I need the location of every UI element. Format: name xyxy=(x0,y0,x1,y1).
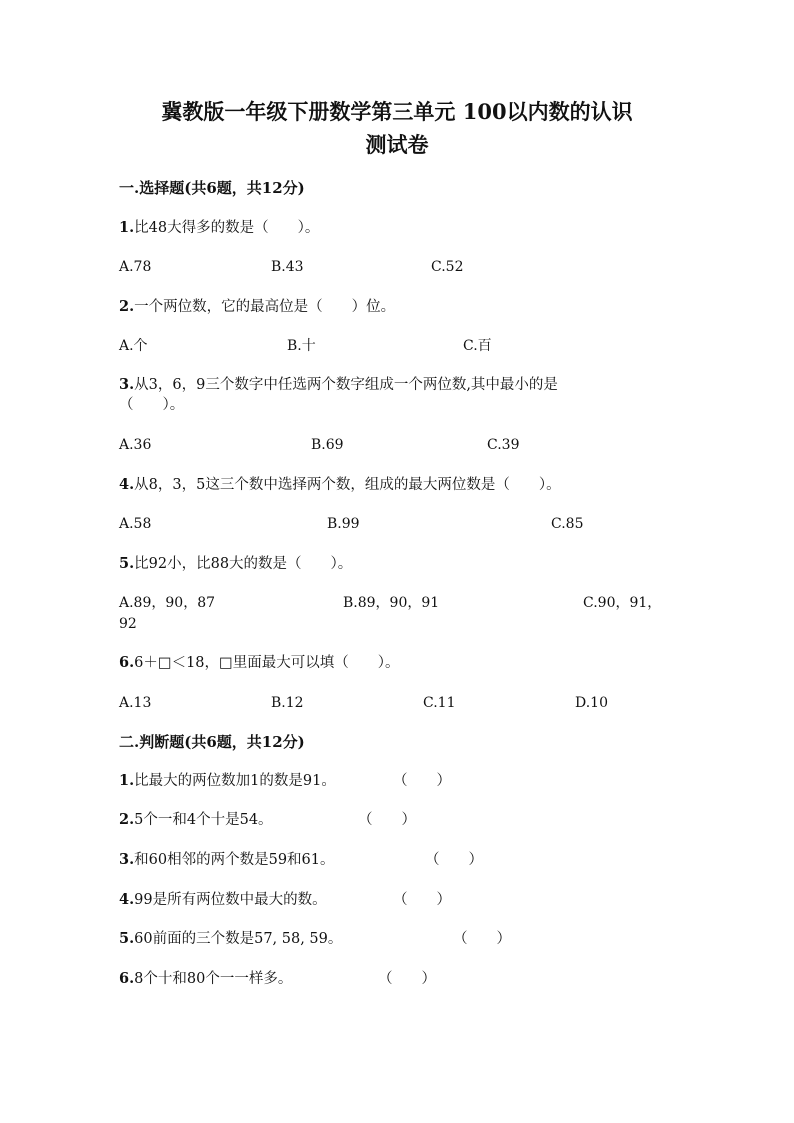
question-text: 比92小，比88大的数是（ ）。 xyxy=(134,556,353,572)
question-number: 2. xyxy=(119,811,135,828)
section-heading-judgement: 二.判断题(共6题，共12分) xyxy=(119,733,305,751)
option-c: C.39 xyxy=(487,437,520,453)
question-5 xyxy=(119,554,679,574)
question-text: 和60相邻的两个数是59和61。 xyxy=(134,852,335,868)
option-a: A.58 xyxy=(119,516,152,532)
option-a: A.个 xyxy=(119,338,148,354)
option-c: C.11 xyxy=(423,695,456,711)
judgement-3 xyxy=(119,850,679,870)
question-number: 4. xyxy=(119,891,135,908)
question-3 xyxy=(119,375,679,395)
option-c: C.百 xyxy=(463,338,492,354)
question-text: 5个一和4个十是54。 xyxy=(134,812,273,828)
answer-paren: （ ） xyxy=(453,931,511,947)
answer-paren: （ ） xyxy=(393,892,451,908)
option-a: A.89，90，87 xyxy=(119,595,216,611)
question-number: 2. xyxy=(119,298,135,315)
judgement-5 xyxy=(119,929,679,949)
question-number: 3. xyxy=(119,376,135,393)
option-a: A.36 xyxy=(119,437,152,453)
option-a: A.78 xyxy=(119,259,152,275)
question-1 xyxy=(119,218,679,238)
answer-paren: （ ） xyxy=(358,812,416,828)
question-number: 1. xyxy=(119,219,135,236)
question-number: 4. xyxy=(119,476,135,493)
question-number: 3. xyxy=(119,851,135,868)
option-c: C.52 xyxy=(431,259,464,275)
answer-paren: （ ） xyxy=(393,773,451,789)
question-text: 6＋□＜18，□里面最大可以填（ ）。 xyxy=(134,655,400,671)
option-b: B.69 xyxy=(311,437,344,453)
question-number: 5. xyxy=(119,555,135,572)
option-c: C.85 xyxy=(551,516,584,532)
section-heading-choice: 一.选择题(共6题，共12分) xyxy=(119,179,305,197)
option-a: A.13 xyxy=(119,695,152,711)
question-6 xyxy=(119,653,679,673)
question-text: 比48大得多的数是（ ）。 xyxy=(134,220,320,236)
question-text: 60前面的三个数是57, 58, 59。 xyxy=(134,931,343,947)
page-title-line1: 冀教版一年级下册数学第三单元 100以内数的认识 xyxy=(161,99,633,124)
question-number: 6. xyxy=(119,970,135,987)
question-2 xyxy=(119,297,679,317)
option-c: C.90，91， xyxy=(583,595,662,611)
question-number: 6. xyxy=(119,654,135,671)
answer-paren: （ ） xyxy=(378,971,436,987)
question-number: 1. xyxy=(119,772,135,789)
question-number: 5. xyxy=(119,930,135,947)
page-title-line2: 测试卷 xyxy=(365,132,429,157)
question-text: 99是所有两位数中最大的数。 xyxy=(134,892,327,908)
question-text: 从3，6，9三个数字中任选两个数字组成一个两位数,其中最小的是 xyxy=(134,377,558,393)
option-b: B.12 xyxy=(271,695,304,711)
question-text: 一个两位数，它的最高位是（ ）位。 xyxy=(134,299,396,315)
option-b: B.99 xyxy=(327,516,360,532)
question-4 xyxy=(119,475,679,495)
option-b: B.43 xyxy=(271,259,304,275)
answer-paren: （ ） xyxy=(425,852,483,868)
question-text: 8个十和80个一一样多。 xyxy=(134,971,293,987)
question-text: 从8，3，5这三个数中选择两个数，组成的最大两位数是（ ）。 xyxy=(134,477,561,493)
option-b: B.89，90，91 xyxy=(343,595,440,611)
option-b: B.十 xyxy=(287,338,316,354)
option-d: D.10 xyxy=(575,695,608,711)
question-3-continued: （ ）。 xyxy=(119,397,185,413)
question-text: 比最大的两位数加1的数是91。 xyxy=(134,773,336,789)
option-c-continued: 92 xyxy=(119,616,137,632)
